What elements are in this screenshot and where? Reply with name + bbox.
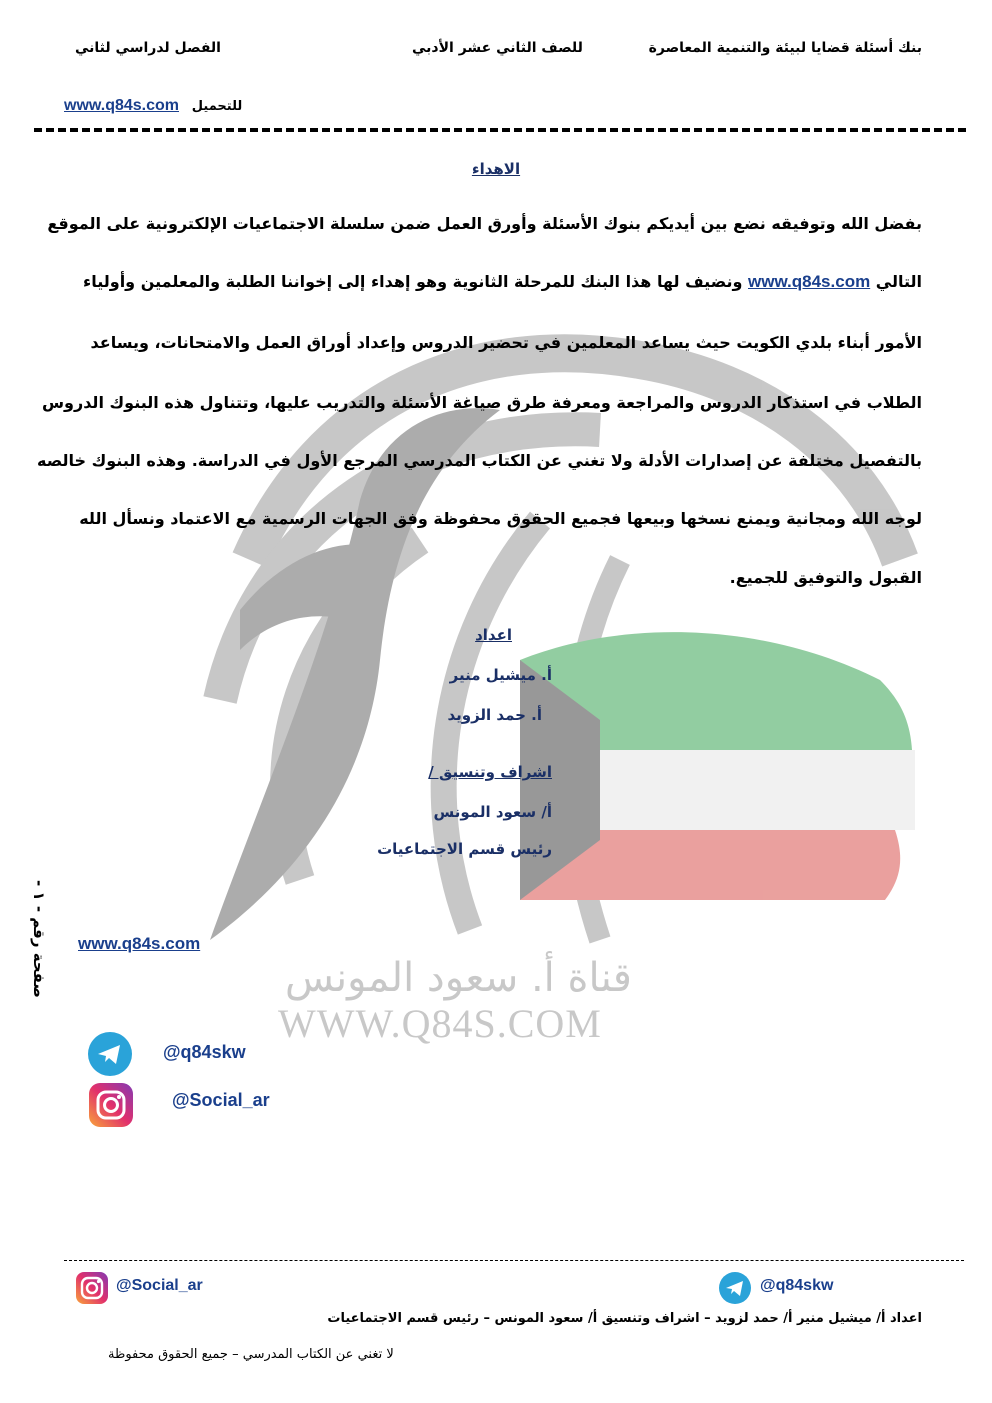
paragraph-line-1: بفضل الله وتوفيقه نضع بين أيديكم بنوك الأسئلة وأورق العمل ضمن سلسلة الاجتماعيات الإلكترونية على الموقع [47, 214, 922, 233]
instagram-icon[interactable] [88, 1082, 134, 1128]
paragraph-line-4: الطلاب في استذكار الدروس والمراجعة ومعرفة طرق صياغة الأسئلة والتدريب عليها، وتتناول هذه البنوك الدروس [41, 393, 922, 412]
prepared-label: اعداد [475, 626, 512, 644]
download-label: للتحميل [191, 99, 243, 114]
paragraph-site-link[interactable]: www.q84s.com [748, 272, 871, 291]
site-link[interactable]: www.q84s.com [78, 934, 201, 953]
instagram-handle[interactable]: @Social_ar [172, 1090, 270, 1110]
page-title: الاهداء [471, 160, 521, 178]
supervisor-name: أ/ سعود المونس [433, 803, 552, 821]
telegram-handle[interactable]: @q84skw [163, 1042, 246, 1062]
footer-instagram-handle[interactable]: @Social_ar [116, 1277, 203, 1294]
watermark-arabic: قناة أ. سعود المونس [285, 955, 632, 1001]
header-divider [34, 128, 966, 132]
header-grade: للصف الثاني عشر الأدبي [412, 40, 583, 56]
paragraph-line-3: الأمور أبناء بلدي الكويت حيث يساعد المعلمين في تحضير الدروس وإعداد أوراق العمل والامتحانات، ويساعد [90, 333, 922, 352]
paragraph-line-2-start: التالي [875, 272, 922, 291]
footer-telegram-icon[interactable] [718, 1271, 752, 1305]
paragraph-line-2-end: ونضيف لها هذا البنك للمرحلة الثانوية وهو إهداء إلى إخواننا الطلبة والمعلمين وأولياء [83, 272, 743, 291]
supervision-label: اشراف وتنسيق / [428, 763, 552, 781]
telegram-icon[interactable] [87, 1031, 133, 1077]
paragraph-line-6: لوجه الله ومجانية ويمنع نسخها وبيعها فجميع الحقوق محفوظة وفق الجهات الرسمية مع الاعتماد ونسأل الله [79, 509, 922, 528]
supervisor-title: رئيس قسم الاجتماعيات [377, 840, 552, 858]
download-link[interactable]: www.q84s.com [64, 97, 179, 114]
author-1: أ. ميشيل منير [449, 666, 552, 684]
page-number: صفحة رقم - ١ - [30, 880, 48, 998]
author-2: أ. حمد الزويد [447, 706, 542, 724]
download-row [64, 96, 242, 115]
paragraph-line-7: القبول والتوفيق للجميع. [729, 568, 922, 587]
footer-telegram-handle[interactable]: @q84skw [760, 1277, 834, 1294]
footer-divider [64, 1260, 964, 1261]
footer-instagram-icon[interactable] [75, 1271, 109, 1305]
paragraph-line-2 [70, 272, 922, 292]
watermark-url: WWW.Q84S.COM [278, 1001, 602, 1046]
header-subject: بنك أسئلة قضايا لبيئة والتنمية المعاصرة [648, 40, 922, 56]
footer-rights: لا تغني عن الكتاب المدرسي – جميع الحقوق محفوظة [108, 1347, 394, 1362]
footer-credits: اعداد أ/ ميشيل منير أ/ حمد لزويد – اشراف وتنسيق أ/ سعود المونس – رئيس قسم الاجتماعيات [327, 1311, 922, 1326]
paragraph-line-5: بالتفصيل مختلفة عن إصدارات الأدلة ولا تغني عن الكتاب المدرسي المرجع الأول في الدراسة. وهذه البنوك خالصه [37, 451, 922, 470]
header-semester: الفصل لدراسي لثاني [75, 40, 221, 56]
